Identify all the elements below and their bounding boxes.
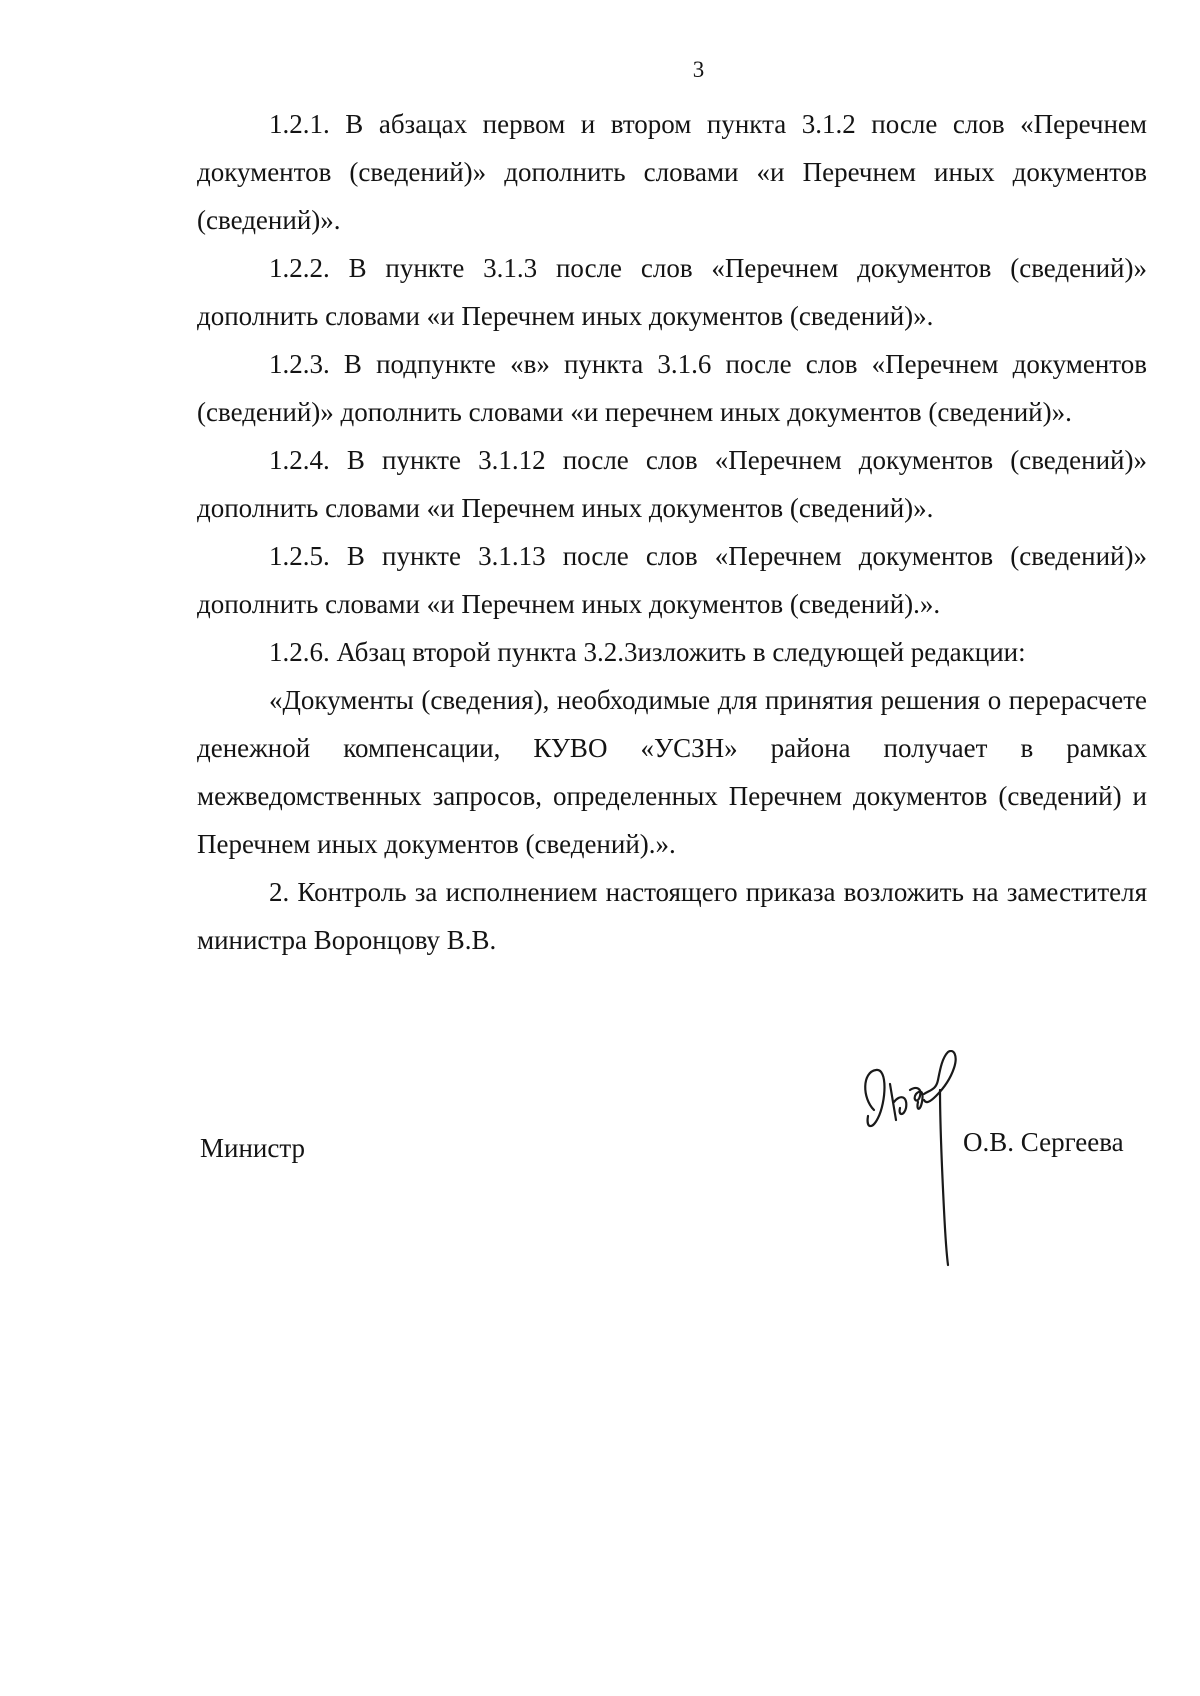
paragraph-new-wording: «Документы (сведения), необходимые для принятия решения о перерасчете денежной компенсации, КУВО «УСЗН» района получает в рамках межведомственных запросов, определенных Перечнем документов (сведений) и Перечнем иных документов (сведений).». xyxy=(197,685,1147,859)
signer-name: О.В. Сергеева xyxy=(963,1127,1124,1157)
paragraph-1-2-3: 1.2.3. В подпункте «в» пункта 3.1.6 после слов «Перечнем документов (сведений)» дополнить словами «и перечнем иных документов (сведений)». xyxy=(197,349,1147,427)
paragraph-1-2-4: 1.2.4. В пункте 3.1.12 после слов «Перечнем документов (сведений)» дополнить словами «и Перечнем иных документов (сведений)». xyxy=(197,445,1147,523)
document-body xyxy=(197,100,1147,964)
paragraph-1-2-6: 1.2.6. Абзац второй пункта 3.2.3изложить в следующей редакции: xyxy=(269,637,1026,667)
paragraph-2-control: 2. Контроль за исполнением настоящего приказа возложить на заместителя министра Воронцову В.В. xyxy=(197,877,1147,955)
paragraph-1-2-1: 1.2.1. В абзацах первом и втором пункта 3.1.2 после слов «Перечнем документов (сведений)» дополнить словами «и Перечнем иных документов (сведений)». xyxy=(197,109,1147,235)
paragraph-1-2-5: 1.2.5. В пункте 3.1.13 после слов «Перечнем документов (сведений)» дополнить словами «и Перечнем иных документов (сведений).». xyxy=(197,541,1147,619)
paragraph-1-2-2: 1.2.2. В пункте 3.1.3 после слов «Перечнем документов (сведений)» дополнить словами «и Перечнем иных документов (сведений)». xyxy=(197,253,1147,331)
handwritten-signature xyxy=(860,1050,970,1270)
signer-position: Министр xyxy=(200,1133,305,1163)
page-number: 3 xyxy=(692,57,705,82)
signature-block xyxy=(0,1050,1200,1270)
